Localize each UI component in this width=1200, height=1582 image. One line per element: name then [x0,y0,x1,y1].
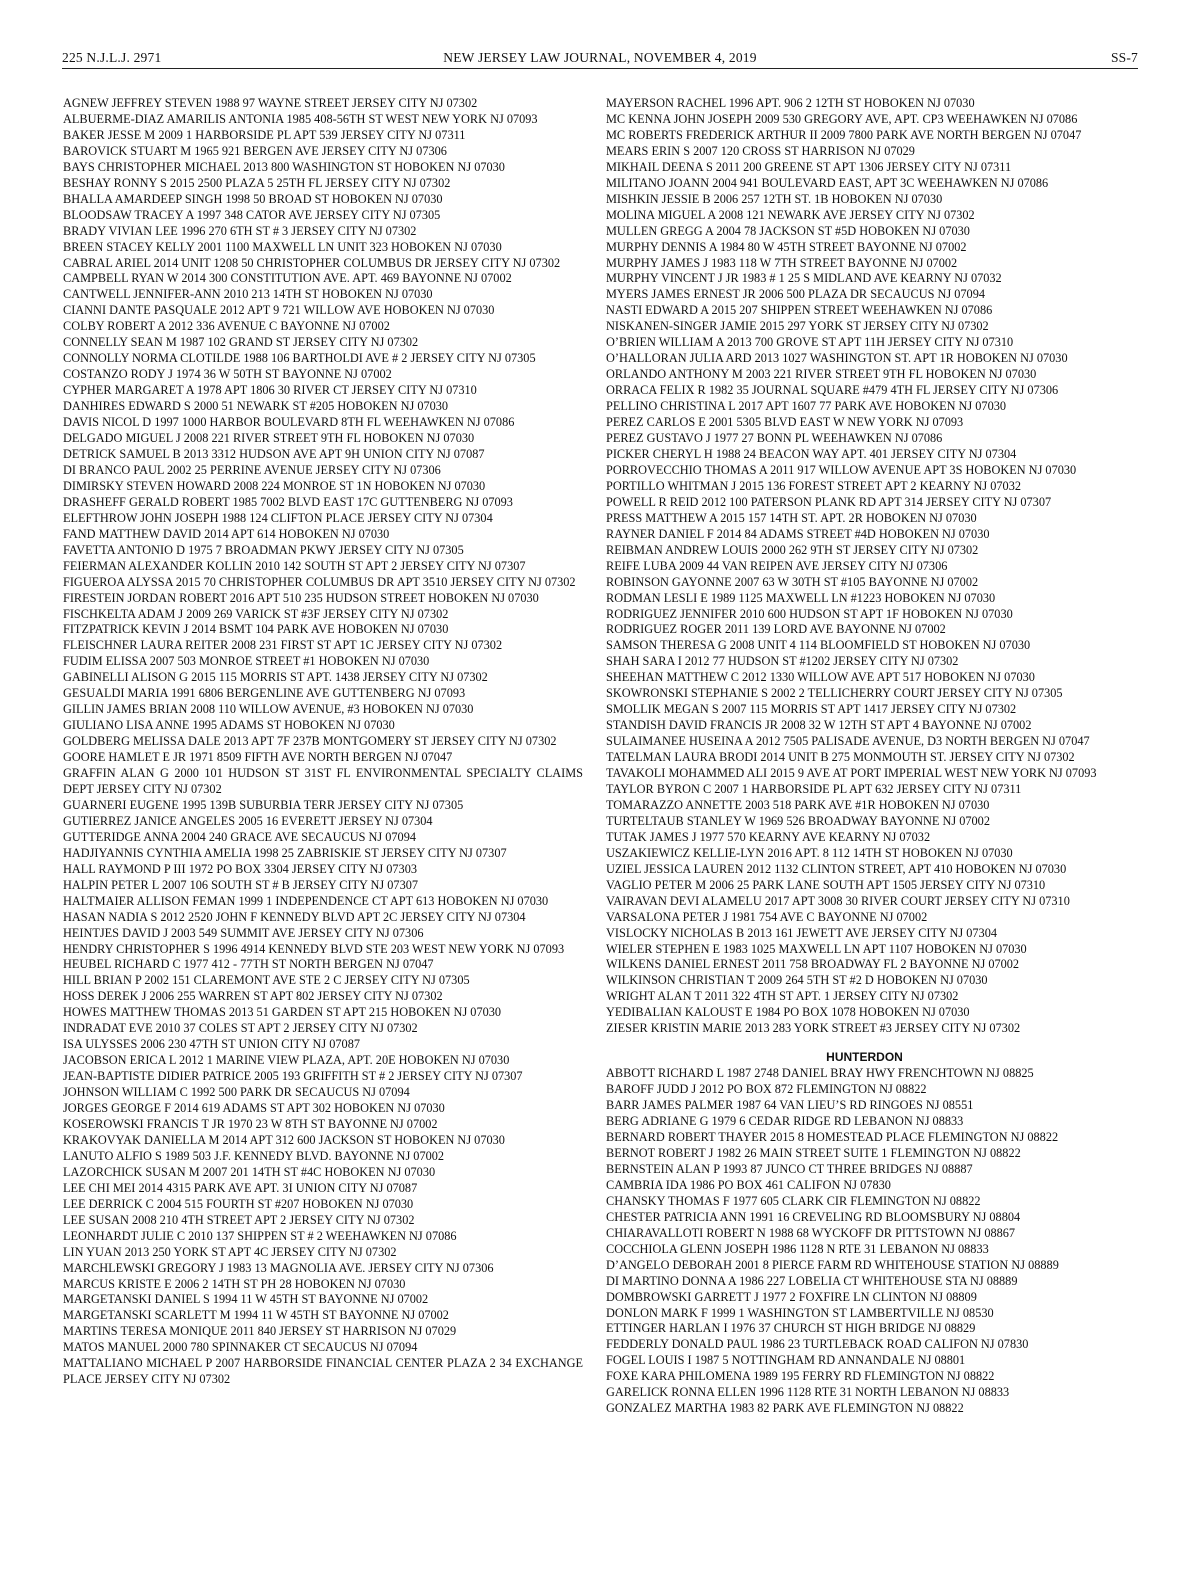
attorney-entry: BAYS CHRISTOPHER MICHAEL 2013 800 WASHINGTON ST HOBOKEN NJ 07030 [63,159,505,174]
attorney-entry: DOMBROWSKI GARRETT J 1977 2 FOXFIRE LN CLINTON NJ 08809 [606,1289,977,1304]
page-number: SS-7 [1110,50,1138,65]
hunterdon-entries [606,1066,1123,1417]
attorney-entry: FIGUEROA ALYSSA 2015 70 CHRISTOPHER COLUMBUS DR APT 3510 JERSEY CITY NJ 07302 [63,574,576,589]
attorney-entry: ELEFTHROW JOHN JOSEPH 1988 124 CLIFTON PLACE JERSEY CITY NJ 07304 [63,510,493,525]
attorney-entry: HALPIN PETER L 2007 106 SOUTH ST # B JERSEY CITY NJ 07307 [63,877,419,892]
attorney-entry: VISLOCKY NICHOLAS B 2013 161 JEWETT AVE JERSEY CITY NJ 07304 [606,925,998,940]
attorney-entry: TATELMAN LAURA BRODI 2014 UNIT B 275 MONMOUTH ST. JERSEY CITY NJ 07302 [606,750,1075,765]
attorney-entry: HOWES MATTHEW THOMAS 2013 51 GARDEN ST APT 215 HOBOKEN NJ 07030 [63,1005,502,1020]
attorney-entry: MC ROBERTS FREDERICK ARTHUR II 2009 7800 PARK AVE NORTH BERGEN NJ 07047 [606,127,1082,142]
attorney-entry: DONLON MARK F 1999 1 WASHINGTON ST LAMBERTVILLE NJ 08530 [606,1305,994,1320]
attorney-entry: WIELER STEPHEN E 1983 1025 MAXWELL LN APT 1107 HOBOKEN NJ 07030 [606,941,1027,956]
attorney-entry: VAIRAVAN DEVI ALAMELU 2017 APT 3008 30 RIVER COURT JERSEY CITY NJ 07310 [606,893,1070,908]
attorney-entry: FAVETTA ANTONIO D 1975 7 BROADMAN PKWY JERSEY CITY NJ 07305 [63,542,464,557]
attorney-entry: STANDISH DAVID FRANCIS JR 2008 32 W 12TH ST APT 4 BAYONNE NJ 07002 [606,718,1032,733]
attorney-entry: GESUALDI MARIA 1991 6806 BERGENLINE AVE GUTTENBERG NJ 07093 [63,686,466,701]
attorney-entry: PEREZ CARLOS E 2001 5305 BLVD EAST W NEW YORK NJ 07093 [606,415,964,430]
attorney-entry: SULAIMANEE HUSEINA A 2012 7505 PALISADE AVENUE, D3 NORTH BERGEN NJ 07047 [606,734,1090,749]
attorney-entry: ORLANDO ANTHONY M 2003 221 RIVER STREET 9TH FL HOBOKEN NJ 07030 [606,367,1037,382]
attorney-entry: HILL BRIAN P 2002 151 CLAREMONT AVE STE 2 C JERSEY CITY NJ 07305 [63,973,470,988]
attorney-entry: DELGADO MIGUEL J 2008 221 RIVER STREET 9TH FL HOBOKEN NJ 07030 [63,431,475,446]
attorney-entry: BAKER JESSE M 2009 1 HARBORSIDE PL APT 539 JERSEY CITY NJ 07311 [63,127,466,142]
attorney-entry: DAVIS NICOL D 1997 1000 HARBOR BOULEVARD 8TH FL WEEHAWKEN NJ 07086 [63,415,515,430]
attorney-entry: MC KENNA JOHN JOSEPH 2009 530 GREGORY AVE, APT. CP3 WEEHAWKEN NJ 07086 [606,111,1078,126]
attorney-entry: CHIARAVALLOTI ROBERT N 1988 68 WYCKOFF DR PITTSTOWN NJ 08867 [606,1225,1016,1240]
attorney-entry: ALBUERME-DIAZ AMARILIS ANTONIA 1985 408-56TH ST WEST NEW YORK NJ 07093 [63,111,538,126]
attorney-entry: GONZALEZ MARTHA 1983 82 PARK AVE FLEMINGTON NJ 08822 [606,1401,964,1416]
attorney-entry: BHALLA AMARDEEP SINGH 1998 50 BROAD ST HOBOKEN NJ 07030 [63,191,443,206]
attorney-entry: REIBMAN ANDREW LOUIS 2000 262 9TH ST JERSEY CITY NJ 07302 [606,542,979,557]
attorney-entry: ORRACA FELIX R 1982 35 JOURNAL SQUARE #479 4TH FL JERSEY CITY NJ 07306 [606,383,1059,398]
attorney-entry: MISHKIN JESSIE B 2006 257 12TH ST. 1B HOBOKEN NJ 07030 [606,191,943,206]
attorney-entry: UZIEL JESSICA LAUREN 2012 1132 CLINTON STREET, APT 410 HOBOKEN NJ 07030 [606,861,1067,876]
attorney-entry: ETTINGER HARLAN I 1976 37 CHURCH ST HIGH BRIDGE NJ 08829 [606,1321,976,1336]
attorney-entry: MARTINS TERESA MONIQUE 2011 840 JERSEY ST HARRISON NJ 07029 [63,1324,457,1339]
attorney-entry: FOXE KARA PHILOMENA 1989 195 FERRY RD FLEMINGTON NJ 08822 [606,1369,995,1384]
attorney-entry: FUDIM ELISSA 2007 503 MONROE STREET #1 HOBOKEN NJ 07030 [63,654,430,669]
right-column [606,96,1123,1417]
attorney-entry: GARELICK RONNA ELLEN 1996 1128 RTE 31 NORTH LEBANON NJ 08833 [606,1385,1010,1400]
attorney-entry: ISA ULYSSES 2006 230 47TH ST UNION CITY NJ 07087 [63,1037,360,1052]
attorney-entry: CAMPBELL RYAN W 2014 300 CONSTITUTION AVE. APT. 469 BAYONNE NJ 07002 [63,271,512,286]
attorney-entry: DANHIRES EDWARD S 2000 51 NEWARK ST #205 HOBOKEN NJ 07030 [63,399,449,414]
attorney-entry: MARGETANSKI DANIEL S 1994 11 W 45TH ST BAYONNE NJ 07002 [63,1292,429,1307]
attorney-entry: O’HALLORAN JULIA ARD 2013 1027 WASHINGTON ST. APT 1R HOBOKEN NJ 07030 [606,351,1068,366]
attorney-entry: PELLINO CHRISTINA L 2017 APT 1607 77 PARK AVE HOBOKEN NJ 07030 [606,399,1007,414]
attorney-entry: MARGETANSKI SCARLETT M 1994 11 W 45TH ST BAYONNE NJ 07002 [63,1308,449,1323]
attorney-entry: BAROVICK STUART M 1965 921 BERGEN AVE JERSEY CITY NJ 07306 [63,143,447,158]
attorney-entry: BRADY VIVIAN LEE 1996 270 6TH ST # 3 JERSEY CITY NJ 07302 [63,223,417,238]
section-heading-hunterdon: HUNTERDON [826,1050,903,1065]
attorney-entry: DRASHEFF GERALD ROBERT 1985 7002 BLVD EAST 17C GUTTENBERG NJ 07093 [63,494,513,509]
attorney-entry: BERNSTEIN ALAN P 1993 87 JUNCO CT THREE BRIDGES NJ 08887 [606,1161,973,1176]
attorney-entry: MURPHY VINCENT J JR 1983 # 1 25 S MIDLAND AVE KEARNY NJ 07032 [606,271,1002,286]
attorney-entry: LIN YUAN 2013 250 YORK ST APT 4C JERSEY CITY NJ 07302 [63,1244,397,1259]
attorney-entry: DI BRANCO PAUL 2002 25 PERRINE AVENUE JERSEY CITY NJ 07306 [63,462,441,477]
citation: 225 N.J.L.J. 2971 [62,50,162,65]
attorney-entry: GILLIN JAMES BRIAN 2008 110 WILLOW AVENUE, #3 HOBOKEN NJ 07030 [63,702,474,717]
attorney-entry: JOHNSON WILLIAM C 1992 500 PARK DR SECAUCUS NJ 07094 [63,1085,410,1100]
attorney-entry: HEUBEL RICHARD C 1977 412 - 77TH ST NORTH BERGEN NJ 07047 [63,957,434,972]
attorney-entry: SHEEHAN MATTHEW C 2012 1330 WILLOW AVE APT 517 HOBOKEN NJ 07030 [606,670,1035,685]
attorney-entry: JEAN-BAPTISTE DIDIER PATRICE 2005 193 GRIFFITH ST # 2 JERSEY CITY NJ 07307 [63,1069,523,1084]
attorney-entry: DI MARTINO DONNA A 1986 227 LOBELIA CT WHITEHOUSE STA NJ 08889 [606,1273,1018,1288]
attorney-entry: DIMIRSKY STEVEN HOWARD 2008 224 MONROE ST 1N HOBOKEN NJ 07030 [63,478,486,493]
attorney-entry: CAMBRIA IDA 1986 PO BOX 461 CALIFON NJ 07830 [606,1177,891,1192]
attorney-entry: MATTALIANO MICHAEL P 2007 HARBORSIDE FINANCIAL CENTER PLAZA 2 34 EXCHANGE PLACE JERSEY CITY NJ 07302 [63,1356,583,1387]
attorney-entry: LEE DERRICK C 2004 515 FOURTH ST #207 HOBOKEN NJ 07030 [63,1196,414,1211]
attorney-entry: MATOS MANUEL 2000 780 SPINNAKER CT SECAUCUS NJ 07094 [63,1340,418,1355]
attorney-entry: GUTIERREZ JANICE ANGELES 2005 16 EVERETT JERSEY NJ 07304 [63,813,433,828]
attorney-entry: JORGES GEORGE F 2014 619 ADAMS ST APT 302 HOBOKEN NJ 07030 [63,1101,445,1116]
attorney-entry: HADJIYANNIS CYNTHIA AMELIA 1998 25 ZABRISKIE ST JERSEY CITY NJ 07307 [63,845,507,860]
attorney-entry: YEDIBALIAN KALOUST E 1984 PO BOX 1078 HOBOKEN NJ 07030 [606,1005,970,1020]
attorney-entry: NASTI EDWARD A 2015 207 SHIPPEN STREET WEEHAWKEN NJ 07086 [606,303,993,318]
attorney-entry: WRIGHT ALAN T 2011 322 4TH ST APT. 1 JERSEY CITY NJ 07302 [606,989,959,1004]
attorney-entry: GABINELLI ALISON G 2015 115 MORRIS ST APT. 1438 JERSEY CITY NJ 07302 [63,670,488,685]
attorney-entry: PICKER CHERYL H 1988 24 BEACON WAY APT. 401 JERSEY CITY NJ 07304 [606,446,1017,461]
attorney-entry: BERNOT ROBERT J 1982 26 MAIN STREET SUITE 1 FLEMINGTON NJ 08822 [606,1146,1021,1160]
attorney-entry: USZAKIEWICZ KELLIE-LYN 2016 APT. 8 112 14TH ST HOBOKEN NJ 07030 [606,845,1013,860]
attorney-entry: MYERS JAMES ERNEST JR 2006 500 PLAZA DR SECAUCUS NJ 07094 [606,287,985,302]
attorney-entry: BARR JAMES PALMER 1987 64 VAN LIEU’S RD RINGOES NJ 08551 [606,1098,974,1113]
attorney-entry: PORTILLO WHITMAN J 2015 136 FOREST STREET APT 2 KEARNY NJ 07032 [606,478,1021,493]
attorney-entry: CHANSKY THOMAS F 1977 605 CLARK CIR FLEMINGTON NJ 08822 [606,1193,981,1208]
attorney-entry: LANUTO ALFIO S 1989 503 J.F. KENNEDY BLVD. BAYONNE NJ 07002 [63,1148,445,1163]
attorney-entry: FEIERMAN ALEXANDER KOLLIN 2010 142 SOUTH ST APT 2 JERSEY CITY NJ 07307 [63,558,526,573]
attorney-entry: FISCHKELTA ADAM J 2009 269 VARICK ST #3F JERSEY CITY NJ 07302 [63,606,449,621]
attorney-entry: ABBOTT RICHARD L 1987 2748 DANIEL BRAY HWY FRENCHTOWN NJ 08825 [606,1066,1034,1081]
attorney-entry: PRESS MATTHEW A 2015 157 14TH ST. APT. 2R HOBOKEN NJ 07030 [606,510,977,525]
attorney-entry: MAYERSON RACHEL 1996 APT. 906 2 12TH ST HOBOKEN NJ 07030 [606,96,975,110]
attorney-entry: COLBY ROBERT A 2012 336 AVENUE C BAYONNE NJ 07002 [63,319,390,334]
attorney-entry: CHESTER PATRICIA ANN 1991 16 CREVELING RD BLOOMSBURY NJ 08804 [606,1209,1021,1224]
attorney-entry: HALL RAYMOND P III 1972 PO BOX 3304 JERSEY CITY NJ 07303 [63,861,418,876]
attorney-entry: WILKINSON CHRISTIAN T 2009 264 5TH ST #2 D HOBOKEN NJ 07030 [606,973,988,988]
right-column-entries [606,96,1123,1037]
attorney-entry: RODRIGUEZ JENNIFER 2010 600 HUDSON ST APT 1F HOBOKEN NJ 07030 [606,606,1013,621]
attorney-entry: GIULIANO LISA ANNE 1995 ADAMS ST HOBOKEN NJ 07030 [63,718,395,733]
attorney-entry: CANTWELL JENNIFER-ANN 2010 213 14TH ST HOBOKEN NJ 07030 [63,287,433,302]
attorney-entry: SHAH SARA I 2012 77 HUDSON ST #1202 JERSEY CITY NJ 07302 [606,654,959,669]
attorney-entry: KRAKOVYAK DANIELLA M 2014 APT 312 600 JACKSON ST HOBOKEN NJ 07030 [63,1132,505,1147]
attorney-entry: FLEISCHNER LAURA REITER 2008 231 FIRST ST APT 1C JERSEY CITY NJ 07302 [63,638,503,653]
attorney-entry: SAMSON THERESA G 2008 UNIT 4 114 BLOOMFIELD ST HOBOKEN NJ 07030 [606,638,1031,653]
attorney-entry: COCCHIOLA GLENN JOSEPH 1986 1128 N RTE 31 LEBANON NJ 08833 [606,1241,989,1256]
attorney-entry: FAND MATTHEW DAVID 2014 APT 614 HOBOKEN NJ 07030 [63,526,390,541]
attorney-entry: JACOBSON ERICA L 2012 1 MARINE VIEW PLAZA, APT. 20E HOBOKEN NJ 07030 [63,1053,510,1068]
attorney-entry: BREEN STACEY KELLY 2001 1100 MAXWELL LN UNIT 323 HOBOKEN NJ 07030 [63,239,502,254]
publication-title: NEW JERSEY LAW JOURNAL, NOVEMBER 4, 2019 [443,50,757,65]
attorney-entry: MARCUS KRISTE E 2006 2 14TH ST PH 28 HOBOKEN NJ 07030 [63,1276,406,1291]
attorney-entry: CYPHER MARGARET A 1978 APT 1806 30 RIVER CT JERSEY CITY NJ 07310 [63,383,477,398]
attorney-entry: FITZPATRICK KEVIN J 2014 BSMT 104 PARK AVE HOBOKEN NJ 07030 [63,622,449,637]
attorney-entry: CABRAL ARIEL 2014 UNIT 1208 50 CHRISTOPHER COLUMBUS DR JERSEY CITY NJ 07302 [63,255,561,270]
attorney-entry: VARSALONA PETER J 1981 754 AVE C BAYONNE NJ 07002 [606,909,928,924]
attorney-entry: HENDRY CHRISTOPHER S 1996 4914 KENNEDY BLVD STE 203 WEST NEW YORK NJ 07093 [63,941,565,956]
attorney-entry: D’ANGELO DEBORAH 2001 8 PIERCE FARM RD WHITEHOUSE STATION NJ 08889 [606,1257,1059,1272]
attorney-entry: INDRADAT EVE 2010 37 COLES ST APT 2 JERSEY CITY NJ 07302 [63,1021,418,1036]
attorney-entry: HALTMAIER ALLISON FEMAN 1999 1 INDEPENDENCE CT APT 613 HOBOKEN NJ 07030 [63,893,549,908]
attorney-entry: SKOWRONSKI STEPHANIE S 2002 2 TELLICHERRY COURT JERSEY CITY NJ 07305 [606,686,1063,701]
attorney-entry: LAZORCHICK SUSAN M 2007 201 14TH ST #4C HOBOKEN NJ 07030 [63,1164,436,1179]
attorney-entry: CONNELLY SEAN M 1987 102 GRAND ST JERSEY CITY NJ 07302 [63,335,419,350]
attorney-entry: MARCHLEWSKI GREGORY J 1983 13 MAGNOLIA AVE. JERSEY CITY NJ 07306 [63,1260,494,1275]
attorney-entry: BLOODSAW TRACEY A 1997 348 CATOR AVE JERSEY CITY NJ 07305 [63,207,441,222]
attorney-entry: GOORE HAMLET E JR 1971 8509 FIFTH AVE NORTH BERGEN NJ 07047 [63,750,453,765]
attorney-entry: LEONHARDT JULIE C 2010 137 SHIPPEN ST # 2 WEEHAWKEN NJ 07086 [63,1228,457,1243]
attorney-entry: TUTAK JAMES J 1977 570 KEARNY AVE KEARNY NJ 07032 [606,829,931,844]
attorney-entry: HOSS DEREK J 2006 255 WARREN ST APT 802 JERSEY CITY NJ 07302 [63,989,443,1004]
attorney-entry: CONNOLLY NORMA CLOTILDE 1988 106 BARTHOLDI AVE # 2 JERSEY CITY NJ 07305 [63,351,536,366]
attorney-entry: GOLDBERG MELISSA DALE 2013 APT 7F 237B MONTGOMERY ST JERSEY CITY NJ 07302 [63,734,557,749]
attorney-entry: MURPHY DENNIS A 1984 80 W 45TH STREET BAYONNE NJ 07002 [606,239,967,254]
attorney-entry: TAYLOR BYRON C 2007 1 HARBORSIDE PL APT 632 JERSEY CITY NJ 07311 [606,781,1022,796]
attorney-entry: REIFE LUBA 2009 44 VAN REIPEN AVE JERSEY CITY NJ 07306 [606,558,948,573]
attorney-entry: GUARNERI EUGENE 1995 139B SUBURBIA TERR JERSEY CITY NJ 07305 [63,797,464,812]
attorney-entry: HASAN NADIA S 2012 2520 JOHN F KENNEDY BLVD APT 2C JERSEY CITY NJ 07304 [63,909,526,924]
attorney-entry: BESHAY RONNY S 2015 2500 PLAZA 5 25TH FL JERSEY CITY NJ 07302 [63,175,451,190]
attorney-entry: HEINTJES DAVID J 2003 549 SUMMIT AVE JERSEY CITY NJ 07306 [63,925,424,940]
attorney-entry: MEARS ERIN S 2007 120 CROSS ST HARRISON NJ 07029 [606,143,915,158]
attorney-entry: TAVAKOLI MOHAMMED ALI 2015 9 AVE AT PORT IMPERIAL WEST NEW YORK NJ 07093 [606,766,1097,781]
attorney-entry: MOLINA MIGUEL A 2008 121 NEWARK AVE JERSEY CITY NJ 07302 [606,207,975,222]
attorney-entry: PEREZ GUSTAVO J 1977 27 BONN PL WEEHAWKEN NJ 07086 [606,431,943,446]
attorney-entry: LEE SUSAN 2008 210 4TH STREET APT 2 JERSEY CITY NJ 07302 [63,1212,415,1227]
attorney-entry: MILITANO JOANN 2004 941 BOULEVARD EAST, APT 3C WEEHAWKEN NJ 07086 [606,175,1049,190]
attorney-entry: GRAFFIN ALAN G 2000 101 HUDSON ST 31ST FL ENVIRONMENTAL SPECIALTY CLAIMS DEPT JERSEY CITY NJ 07302 [63,766,583,796]
attorney-entry: TOMARAZZO ANNETTE 2003 518 PARK AVE #1R HOBOKEN NJ 07030 [606,797,990,812]
page-header [62,46,1138,69]
left-column [63,96,583,1388]
attorney-entry: FIRESTEIN JORDAN ROBERT 2016 APT 510 235 HUDSON STREET HOBOKEN NJ 07030 [63,590,539,605]
attorney-entry: VAGLIO PETER M 2006 25 PARK LANE SOUTH APT 1505 JERSEY CITY NJ 07310 [606,877,1046,892]
attorney-entry: BERG ADRIANE G 1979 6 CEDAR RIDGE RD LEBANON NJ 08833 [606,1114,964,1129]
attorney-entry: SMOLLIK MEGAN S 2007 115 MORRIS ST APT 1417 JERSEY CITY NJ 07302 [606,702,1017,717]
attorney-entry: NISKANEN-SINGER JAMIE 2015 297 YORK ST JERSEY CITY NJ 07302 [606,319,989,334]
attorney-entry: POWELL R REID 2012 100 PATERSON PLANK RD APT 314 JERSEY CITY NJ 07307 [606,494,1052,509]
attorney-entry: MURPHY JAMES J 1983 118 W 7TH STREET BAYONNE NJ 07002 [606,255,958,270]
attorney-entry: BERNARD ROBERT THAYER 2015 8 HOMESTEAD PLACE FLEMINGTON NJ 08822 [606,1130,1059,1145]
attorney-entry: ROBINSON GAYONNE 2007 63 W 30TH ST #105 BAYONNE NJ 07002 [606,574,979,589]
attorney-entry: WILKENS DANIEL ERNEST 2011 758 BROADWAY FL 2 BAYONNE NJ 07002 [606,957,1020,972]
attorney-entry: PORROVECCHIO THOMAS A 2011 917 WILLOW AVENUE APT 3S HOBOKEN NJ 07030 [606,462,1077,477]
attorney-entry: COSTANZO RODY J 1974 36 W 50TH ST BAYONNE NJ 07002 [63,367,392,382]
attorney-entry: TURTELTAUB STANLEY W 1969 526 BROADWAY BAYONNE NJ 07002 [606,813,990,828]
attorney-entry: BAROFF JUDD J 2012 PO BOX 872 FLEMINGTON NJ 08822 [606,1082,927,1097]
attorney-entry: RODMAN LESLI E 1989 1125 MAXWELL LN #1223 HOBOKEN NJ 07030 [606,590,996,605]
attorney-entry: DETRICK SAMUEL B 2013 3312 HUDSON AVE APT 9H UNION CITY NJ 07087 [63,446,485,461]
attorney-entry: LEE CHI MEI 2014 4315 PARK AVE APT. 3I UNION CITY NJ 07087 [63,1180,418,1195]
attorney-entry: RAYNER DANIEL F 2014 84 ADAMS STREET #4D HOBOKEN NJ 07030 [606,526,990,541]
attorney-entry: ZIESER KRISTIN MARIE 2013 283 YORK STREET #3 JERSEY CITY NJ 07302 [606,1021,1021,1036]
attorney-entry: AGNEW JEFFREY STEVEN 1988 97 WAYNE STREET JERSEY CITY NJ 07302 [63,96,478,110]
attorney-entry: FEDDERLY DONALD PAUL 1986 23 TURTLEBACK ROAD CALIFON NJ 07830 [606,1337,1029,1352]
attorney-entry: MULLEN GREGG A 2004 78 JACKSON ST #5D HOBOKEN NJ 07030 [606,223,970,238]
attorney-entry: RODRIGUEZ ROGER 2011 139 LORD AVE BAYONNE NJ 07002 [606,622,946,637]
attorney-entry: O’BRIEN WILLIAM A 2013 700 GROVE ST APT 11H JERSEY CITY NJ 07310 [606,335,1014,350]
attorney-entry: MIKHAIL DEENA S 2011 200 GREENE ST APT 1306 JERSEY CITY NJ 07311 [606,159,1012,174]
attorney-entry: GUTTERIDGE ANNA 2004 240 GRACE AVE SECAUCUS NJ 07094 [63,829,416,844]
attorney-entry: KOSEROWSKI FRANCIS T JR 1970 23 W 8TH ST BAYONNE NJ 07002 [63,1117,438,1131]
attorney-entry: FOGEL LOUIS I 1987 5 NOTTINGHAM RD ANNANDALE NJ 08801 [606,1353,966,1368]
attorney-entry: CIANNI DANTE PASQUALE 2012 APT 9 721 WILLOW AVE HOBOKEN NJ 07030 [63,303,495,318]
